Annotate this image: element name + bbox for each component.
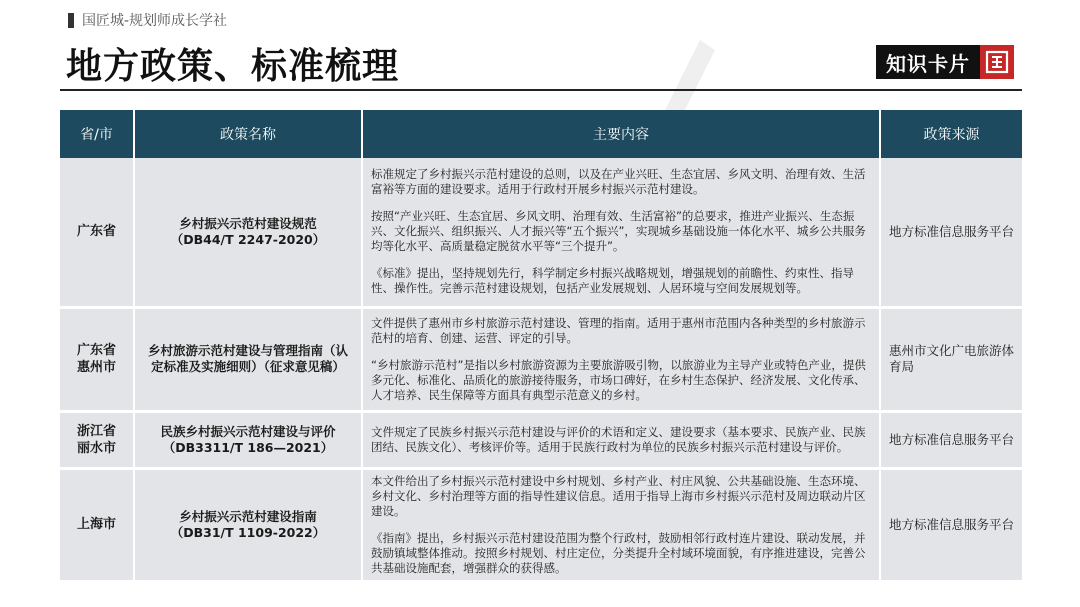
policy-name-cell: 乡村旅游示范村建设与管理指南（认定标准及实施细则）（征求意见稿） (134, 307, 362, 411)
table-row (60, 158, 1022, 307)
brand (68, 10, 227, 30)
content-paragraph: 文件提供了惠州市乡村旅游示范村建设、管理的指南。适用于惠州市范围内各种类型的乡村旅游示范村的培育、创建、运营、评定的引导。 (371, 315, 866, 345)
column-header-source: 政策来源 (880, 110, 1022, 158)
source-cell: 地方标准信息服务平台 (880, 468, 1022, 581)
table-row (60, 307, 1022, 411)
source-cell: 惠州市文化广电旅游体育局 (880, 307, 1022, 411)
content-paragraph: 文件规定了民族乡村振兴示范村建设与评价的术语和定义、建设要求（基本要求、民族产业、民族团结、民族文化）、考核评价等。适用于民族行政村为单位的民族乡村振兴示范村建设与评价。 (371, 424, 866, 454)
table-header-row (60, 110, 1022, 158)
title-divider (60, 89, 1022, 91)
policy-name-cell: 乡村振兴示范村建设规范 （DB44/T 2247-2020） (134, 158, 362, 307)
content-paragraph: 《指南》提出，乡村振兴示范村建设范围为整个行政村，鼓励相邻行政村连片建设、联动发展，并鼓励镇域整体推动。按照乡村规划、村庄定位，分类提升全村域环境面貌，有序推进建设，完善公共基础设施配套，增强群众的获得感。 (371, 530, 866, 575)
province-cell: 浙江省 丽水市 (60, 411, 134, 468)
column-header-content: 主要内容 (362, 110, 880, 158)
source-cell: 地方标准信息服务平台 (880, 158, 1022, 307)
table-row (60, 411, 1022, 468)
province-cell: 广东省 (60, 158, 134, 307)
policy-name-cell: 民族乡村振兴示范村建设与评价 （DB3311/T 186—2021） (134, 411, 362, 468)
brand-text: 国匠城-规划师成长学社 (82, 13, 228, 29)
content-paragraph: “乡村旅游示范村”是指以乡村旅游资源为主要旅游吸引物，以旅游业为主导产业或特色产业，提供多元化、标准化、品质化的旅游接待服务，市场口碑好，在乡村生态保护、经济发展、文化传承、人才培养、民生保障等方面具有典型示范意义的乡村。 (371, 357, 866, 402)
table-row (60, 468, 1022, 581)
province-cell: 上海市 (60, 468, 134, 581)
content-paragraph: 标准规定了乡村振兴示范村建设的总则，以及在产业兴旺、生态宜居、乡风文明、治理有效、生活富裕等方面的建设要求。适用于行政村开展乡村振兴示范村建设。 (371, 167, 866, 197)
content-cell (362, 468, 880, 581)
province-cell: 广东省 惠州市 (60, 307, 134, 411)
content-cell (362, 307, 880, 411)
policy-table (60, 110, 1022, 583)
content-cell (362, 411, 880, 468)
knowledge-card-badge (876, 45, 1014, 79)
brand-bar-icon (68, 13, 74, 28)
guo-logo-icon (980, 45, 1014, 79)
column-header-policy-name: 政策名称 (134, 110, 362, 158)
page-title: 地方政策、标准梳理 (66, 46, 400, 87)
source-cell: 地方标准信息服务平台 (880, 411, 1022, 468)
badge-label: 知识卡片 (876, 45, 980, 79)
policy-name-cell: 乡村振兴示范村建设指南 （DB31/T 1109-2022） (134, 468, 362, 581)
column-header-province: 省/市 (60, 110, 134, 158)
content-cell (362, 158, 880, 307)
content-paragraph: 《标准》提出，坚持规划先行，科学制定乡村振兴战略规划，增强规划的前瞻性、约束性、指导性、操作性。完善示范村建设规划，包括产业发展规划、人居环境与空间发展规划等。 (371, 266, 854, 296)
content-paragraph: 按照“产业兴旺、生态宜居、乡风文明、治理有效、生活富裕”的总要求，推进产业振兴、生态振兴、文化振兴、组织振兴、人才振兴等“五个振兴”，实现城乡基础设施一体化水平、城乡公共服务均等化水平、高质量稳定脱贫水平等“三个提升”。 (371, 209, 866, 254)
content-paragraph: 本文件给出了乡村振兴示范村建设中乡村规划、乡村产业、村庄风貌、公共基础设施、生态环境、乡村文化、乡村治理等方面的指导性建议信息。适用于指导上海市乡村振兴示范村及周边联动片区建设。 (371, 473, 866, 518)
